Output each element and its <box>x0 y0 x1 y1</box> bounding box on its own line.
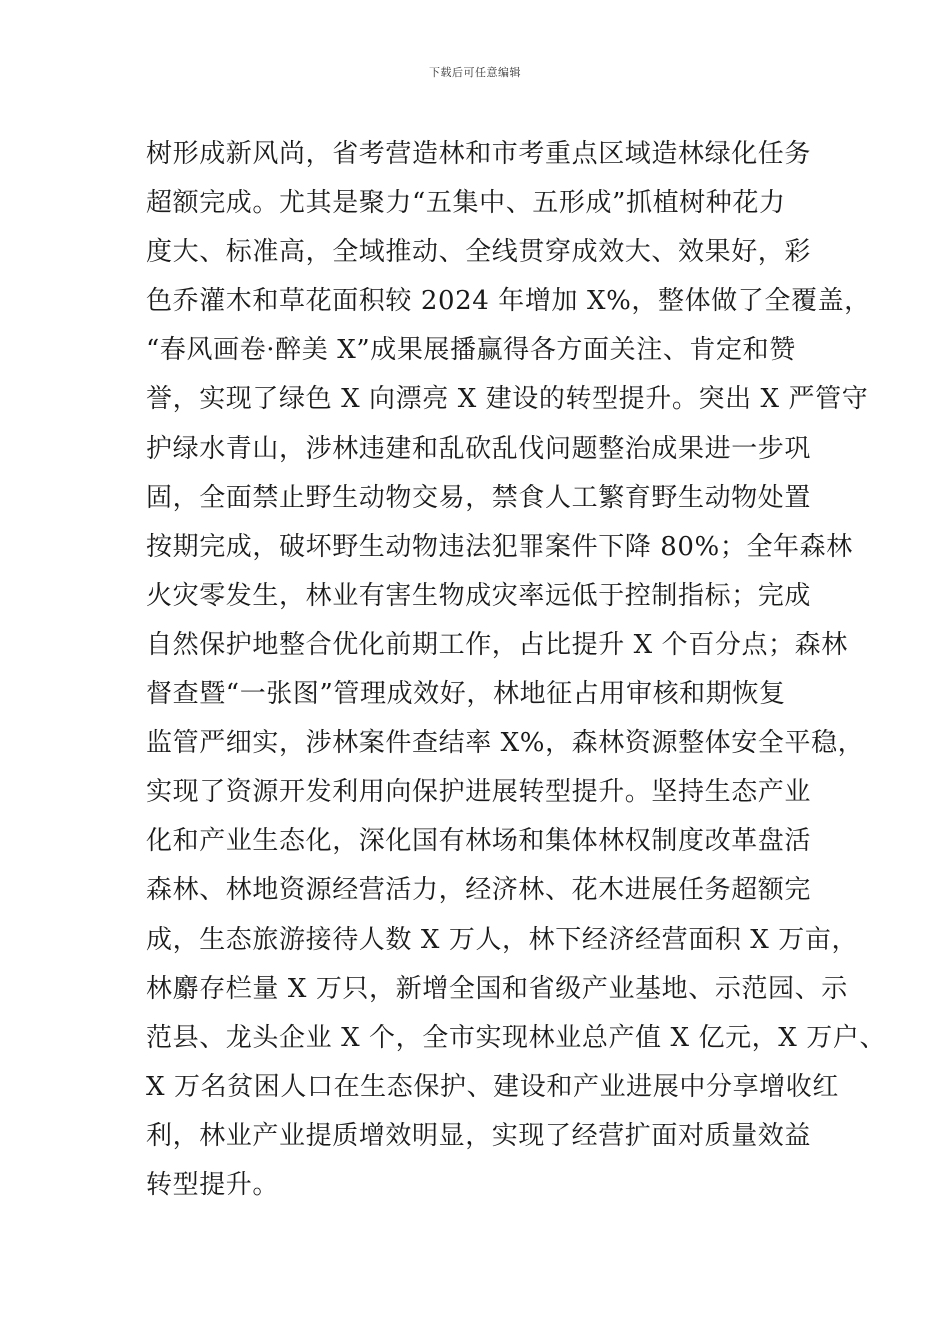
text-line: “春风画卷·醉美 X”成果展播赢得各方面关注、肯定和赞 <box>146 335 796 366</box>
text-line: 超额完成。尤其是聚力“五集中、五形成”抓植树种花力 <box>146 188 786 219</box>
text-line: 誉，实现了绿色 X 向漂亮 X 建设的转型提升。突出 X 严管守 <box>146 384 869 415</box>
text-line: 色乔灌木和草花面积较 2024 年增加 X%，整体做了全覆盖， <box>146 286 871 317</box>
text-line: 森林、林地资源经营活力，经济林、花木进展任务超额完 <box>146 875 812 906</box>
text-line: 实现了资源开发利用向保护进展转型提升。坚持生态产业 <box>146 777 812 808</box>
text-line: 监管严细实，涉林案件查结率 X%，森林资源整体安全平稳， <box>146 728 865 759</box>
text-line: 范县、龙头企业 X 个，全市实现林业总产值 X 亿元，X 万户、 <box>146 1022 887 1053</box>
text-line: 护绿水青山，涉林违建和乱砍乱伐问题整治成果进一步巩 <box>146 433 812 464</box>
text-line: 火灾零发生，林业有害生物成灾率远低于控制指标；完成 <box>146 580 812 611</box>
body-paragraph <box>146 130 887 1210</box>
text-line: 督查暨“一张图”管理成效好，林地征占用审核和期恢复 <box>146 679 786 710</box>
text-line: 转型提升。 <box>146 1169 280 1200</box>
page-header-note: 下载后可任意编辑 <box>429 66 521 79</box>
text-line: 成，生态旅游接待人数 X 万人，林下经济经营面积 X 万亩， <box>146 924 859 955</box>
text-line: 按期完成，破坏野生动物违法犯罪案件下降 80%；全年森林 <box>146 531 853 562</box>
text-line: X 万名贫困人口在生态保护、建设和产业进展中分享增收红 <box>146 1071 839 1102</box>
text-line: 利，林业产业提质增效明显，实现了经营扩面对质量效益 <box>146 1120 812 1151</box>
text-line: 化和产业生态化，深化国有林场和集体林权制度改革盘活 <box>146 826 812 857</box>
text-line: 度大、标准高，全域推动、全线贯穿成效大、效果好，彩 <box>146 237 812 268</box>
text-line: 自然保护地整合优化前期工作，占比提升 X 个百分点；森林 <box>146 629 848 660</box>
text-line: 树形成新风尚，省考营造林和市考重点区域造林绿化任务 <box>146 139 812 169</box>
text-line: 固，全面禁止野生动物交易，禁食人工繁育野生动物处置 <box>146 482 812 513</box>
text-line: 林麝存栏量 X 万只，新增全国和省级产业基地、示范园、示 <box>146 973 848 1004</box>
